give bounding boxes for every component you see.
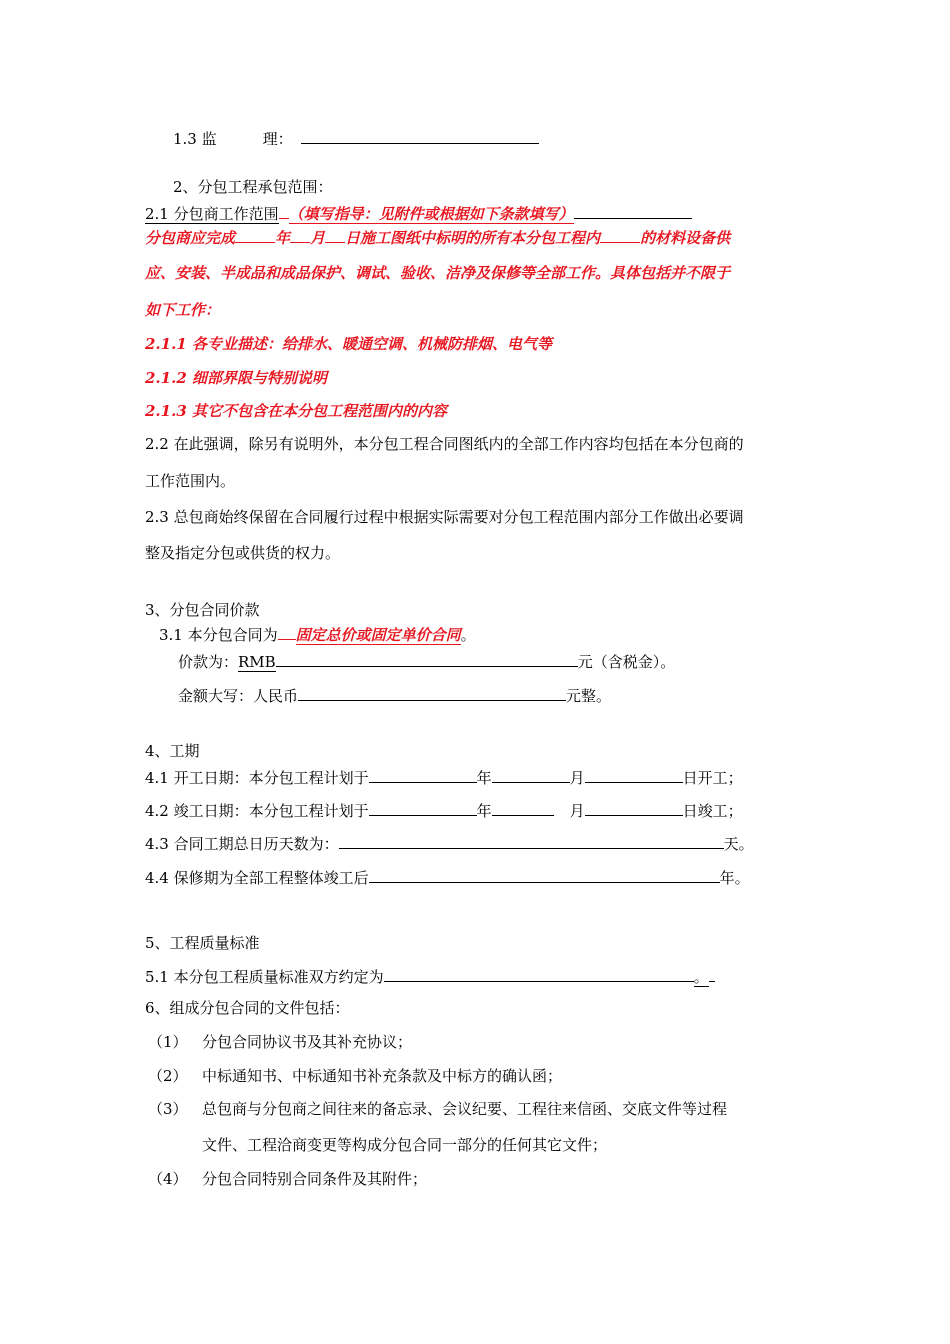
amount-words-blank[interactable] <box>298 685 566 701</box>
clause-5-1: 5.1 本分包工程质量标准双方约定为 。 <box>145 966 715 987</box>
section-4-title: 4、工期 <box>145 742 200 760</box>
clause-4-4: 4.4 保修期为全部工程整体竣工后 年。 <box>145 869 750 887</box>
clause-2-2-line-1: 2.2 在此强调，除另有说明外，本分包工程合同图纸内的全部工作内容均包括在本分包商的 <box>145 435 744 453</box>
clause-2-1-3: 2.1.3 其它不包含在本分包工程范围内的内容 <box>145 402 447 420</box>
list-item: 分包合同协议书及其补充协议； <box>202 1033 413 1051</box>
clause-2-3-line-2: 整及指定分包或供货的权力。 <box>145 544 341 562</box>
clause-4-1: 4.1 开工日期：本分包工程计划于 年 月 日开工； <box>145 769 743 787</box>
clause-2-3-line-1: 2.3 总包商始终保留在合同履行过程中根据实际需要对分包工程范围内部分工作做出必要调 <box>145 508 744 526</box>
section-5-title: 5、工程质量标准 <box>145 934 260 952</box>
list-item-num: （3） <box>148 1100 188 1118</box>
scope-red-line-1: 分包商应完成 年 月 日施工图纸中标明的所有本分包工程内 的材料设备供 <box>145 229 731 247</box>
list-item: 总包商与分包商之间往来的备忘录、会议纪要、工程往来信函、交底文件等过程 <box>202 1100 728 1118</box>
list-item-num: （1） <box>148 1033 188 1051</box>
scope-red-line-3: 如下工作： <box>145 301 221 319</box>
clause-4-3: 4.3 合同工期总日历天数为： 天。 <box>145 835 754 853</box>
price-blank[interactable] <box>276 651 578 667</box>
section-2-title: 2、分包工程承包范围： <box>173 178 333 196</box>
clause-2-1-2: 2.1.2 细部界限与特别说明 <box>145 369 327 387</box>
clause-4-2: 4.2 竣工日期：本分包工程计划于 年 月 日竣工； <box>145 802 743 820</box>
list-item: 分包合同特别合同条件及其附件； <box>202 1170 428 1188</box>
clause-2-2-line-2: 工作范围内。 <box>145 472 236 490</box>
scope-red-line-2: 应、安装、半成品和成品保护、调试、验收、洁净及保修等全部工作。具体包括并不限于 <box>145 264 731 282</box>
section-6-title: 6、组成分包合同的文件包括： <box>145 999 350 1017</box>
clause-3-1: 3.1 本分包合同为 固定总价或固定单价合同。 <box>159 626 476 644</box>
list-item: 中标通知书、中标通知书补充条款及中标方的确认函； <box>202 1067 563 1085</box>
clause-1-3: 1.3 监 理： <box>173 128 539 149</box>
list-item: 文件、工程洽商变更等构成分包合同一部分的任何其它文件； <box>202 1136 608 1154</box>
clause-2-1: 2.1 分包商工作范围 （填写指导：见附件或根据如下条款填写） <box>145 203 692 224</box>
amount-words-line: 金额大写：人民币 元整。 <box>178 687 612 705</box>
section-3-title: 3、分包合同价款 <box>145 601 260 619</box>
clause-2-1-1: 2.1.1 各专业描述：给排水、暖通空调、机械防排烟、电气等 <box>145 335 552 353</box>
supervisor-blank[interactable] <box>301 128 539 144</box>
price-line: 价款为：RMB 元（含税金）。 <box>178 653 676 671</box>
list-item-num: （4） <box>148 1170 188 1188</box>
list-item-num: （2） <box>148 1067 188 1085</box>
